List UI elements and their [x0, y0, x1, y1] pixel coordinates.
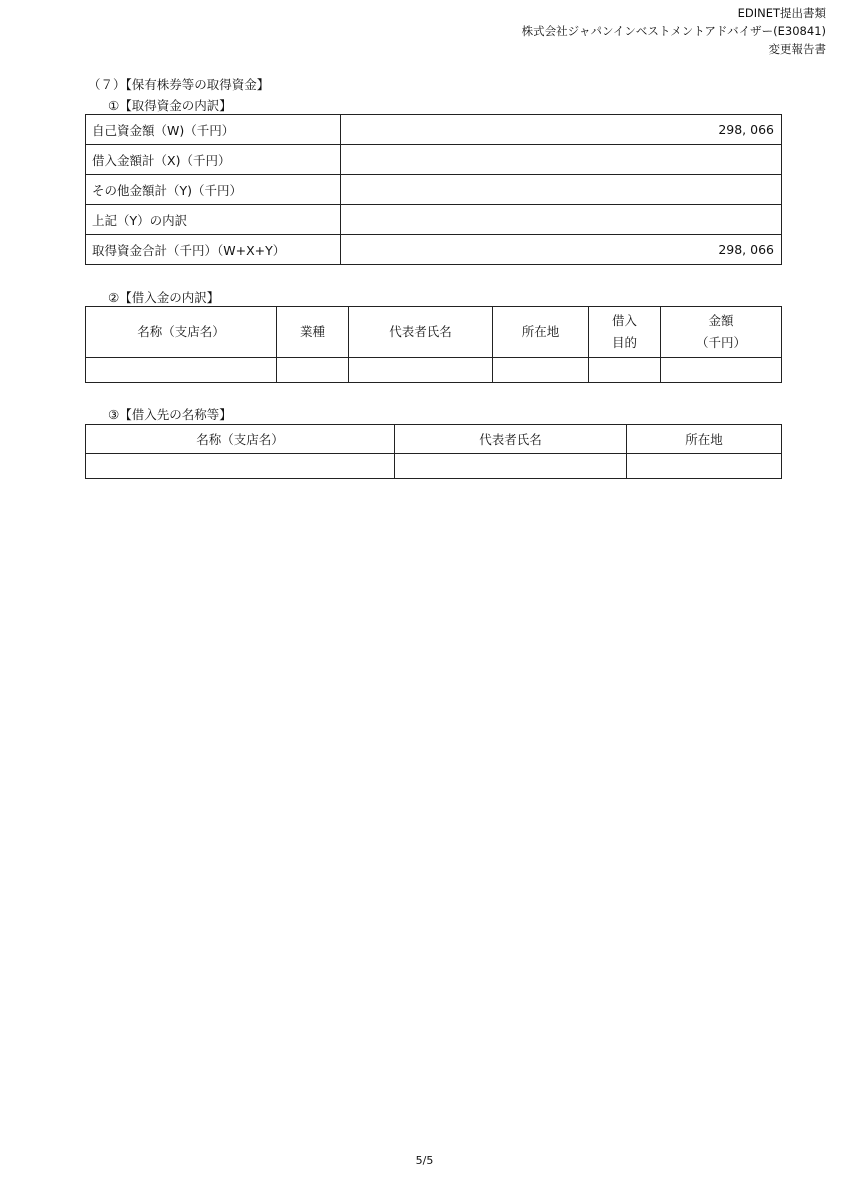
col-header-representative: 代表者氏名 [395, 425, 627, 454]
page-number: 5/5 [415, 1154, 434, 1167]
col-header-location: 所在地 [627, 425, 782, 454]
header-filing-type: EDINET提出書類 [737, 6, 826, 20]
header-report-type: 変更報告書 [768, 42, 826, 56]
table-row [86, 175, 782, 205]
col-header-amount-line2: （千円） [695, 335, 746, 350]
table-cell [627, 454, 782, 479]
table-cell [349, 358, 493, 383]
col-header-purpose-line2: 目的 [611, 335, 637, 350]
subsection-title-funds: ①【取得資金の内訳】 [108, 98, 232, 113]
table-row [86, 205, 782, 235]
table-row [86, 235, 782, 265]
col-header-name: 名称（支店名） [86, 425, 395, 454]
table-row [86, 358, 782, 383]
loans-table [85, 306, 782, 383]
table-cell [395, 454, 627, 479]
table-cell [589, 358, 661, 383]
table-cell [86, 358, 277, 383]
row-label-total: 取得資金合計（千円）（W+X+Y） [86, 235, 341, 265]
table-cell [86, 454, 395, 479]
document-header [522, 4, 826, 58]
subsection-title-lenders: ③【借入先の名称等】 [108, 407, 232, 422]
lenders-table [85, 424, 782, 479]
subsection-title-loans: ②【借入金の内訳】 [108, 290, 220, 305]
col-header-amount-line1: 金額 [708, 313, 734, 328]
row-label-other-breakdown: 上記（Y）の内訳 [86, 205, 341, 235]
table-row [86, 115, 782, 145]
table-cell [277, 358, 349, 383]
section-title: （７）【保有株券等の取得資金】 [88, 77, 270, 92]
table-row [86, 145, 782, 175]
table-header-row [86, 425, 782, 454]
table-header-row [86, 307, 782, 358]
row-label-borrowed: 借入金額計（X)（千円） [86, 145, 341, 175]
col-header-industry: 業種 [277, 307, 349, 358]
table-cell [493, 358, 589, 383]
header-company: 株式会社ジャパンインベストメントアドバイザー(E30841) [521, 24, 826, 38]
row-value-other [341, 175, 782, 205]
table-row [86, 454, 782, 479]
col-header-representative: 代表者氏名 [349, 307, 493, 358]
funds-breakdown-table [85, 114, 782, 265]
table-cell [661, 358, 782, 383]
row-value-borrowed [341, 145, 782, 175]
col-header-purpose-line1: 借入 [611, 313, 637, 328]
row-label-own-funds: 自己資金額（W)（千円） [86, 115, 341, 145]
col-header-amount [661, 307, 782, 358]
col-header-purpose [589, 307, 661, 358]
row-value-other-breakdown [341, 205, 782, 235]
row-value-own-funds: 298, 066 [341, 115, 782, 145]
row-value-total: 298, 066 [341, 235, 782, 265]
col-header-name: 名称（支店名） [86, 307, 277, 358]
row-label-other: その他金額計（Y)（千円） [86, 175, 341, 205]
col-header-location: 所在地 [493, 307, 589, 358]
